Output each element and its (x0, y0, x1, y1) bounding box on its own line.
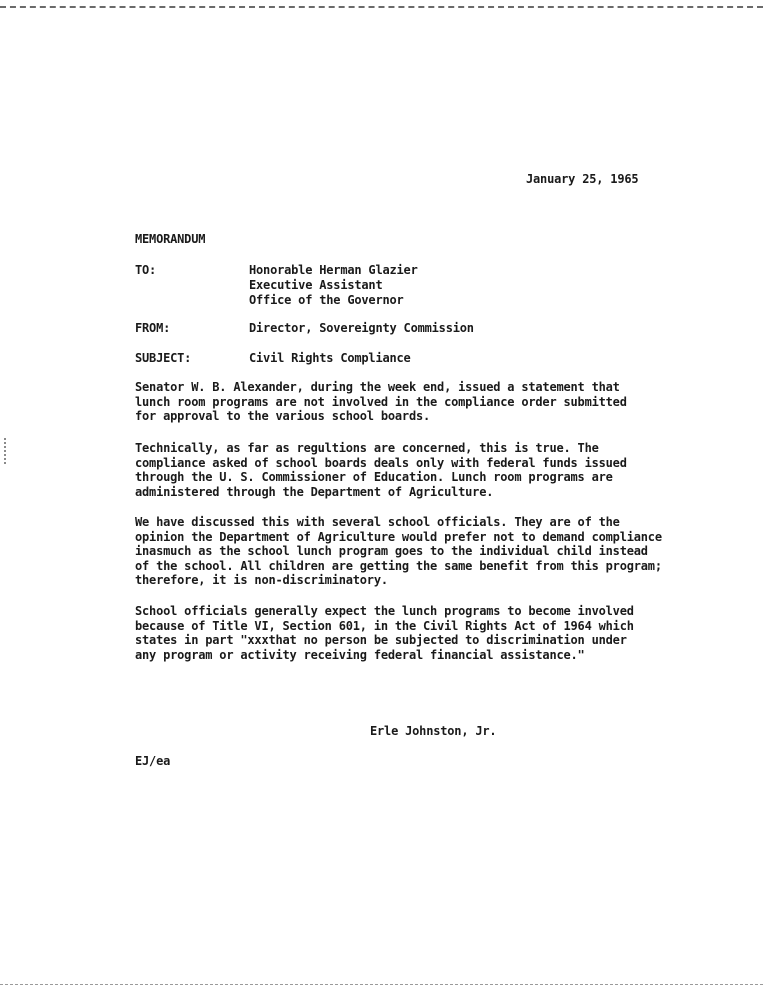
paragraph-line: Technically, as far as regultions are concerned, this is true. The (135, 441, 599, 455)
to-line: Executive Assistant (249, 278, 383, 292)
paragraph-line: states in part "xxxthat no person be subjected to discrimination under (135, 633, 627, 648)
body-paragraph (135, 515, 662, 588)
scan-bottom-edge (0, 984, 763, 985)
paragraph-line: administered through the Department of Agriculture. (135, 484, 494, 499)
subject-value: Civil Rights Compliance (249, 351, 411, 365)
scan-top-edge (0, 6, 763, 8)
body-paragraph (135, 380, 627, 424)
from-sender: Director, Sovereignty Commission (249, 321, 474, 335)
to-recipient (249, 263, 418, 308)
scan-margin-mark (4, 438, 10, 464)
paragraph-line: through the U. S. Commissioner of Education. Lunch room programs are (135, 470, 613, 485)
paragraph-line: opinion the Department of Agriculture would prefer not to demand compliance (135, 529, 662, 544)
paragraph-line: any program or activity receiving federal financial assistance." (135, 647, 585, 662)
paragraph-line: of the school. All children are getting the same benefit from this program; (135, 558, 662, 573)
paragraph-line: inasmuch as the school lunch program goes to the individual child instead (135, 544, 648, 559)
paragraph-line: School officials generally expect the lunch programs to become involved (135, 604, 634, 618)
paragraph-line: Senator W. B. Alexander, during the week end, issued a statement that (135, 380, 620, 394)
subject-label: SUBJECT: (135, 351, 192, 365)
to-line: Honorable Herman Glazier (249, 263, 418, 277)
body-paragraph (135, 604, 634, 662)
to-label: TO: (135, 263, 157, 277)
paragraph-line: for approval to the various school boards. (135, 409, 431, 424)
paragraph-line: because of Title VI, Section 601, in the Civil Rights Act of 1964 which (135, 618, 634, 633)
paragraph-line: We have discussed this with several school officials. They are of the (135, 515, 620, 529)
memo-title: MEMORANDUM (135, 232, 206, 246)
paragraph-line: lunch room programs are not involved in the compliance order submitted (135, 394, 627, 409)
body-paragraph (135, 441, 627, 499)
memo-date: January 25, 1965 (526, 172, 639, 186)
paragraph-line: compliance asked of school boards deals only with federal funds issued (135, 455, 627, 470)
signature-block: Erle Johnston, Jr. (370, 724, 497, 738)
from-label: FROM: (135, 321, 171, 335)
to-line: Office of the Governor (249, 293, 404, 307)
paragraph-line: therefore, it is non-discriminatory. (135, 573, 388, 588)
typist-initials: EJ/ea (135, 754, 171, 768)
